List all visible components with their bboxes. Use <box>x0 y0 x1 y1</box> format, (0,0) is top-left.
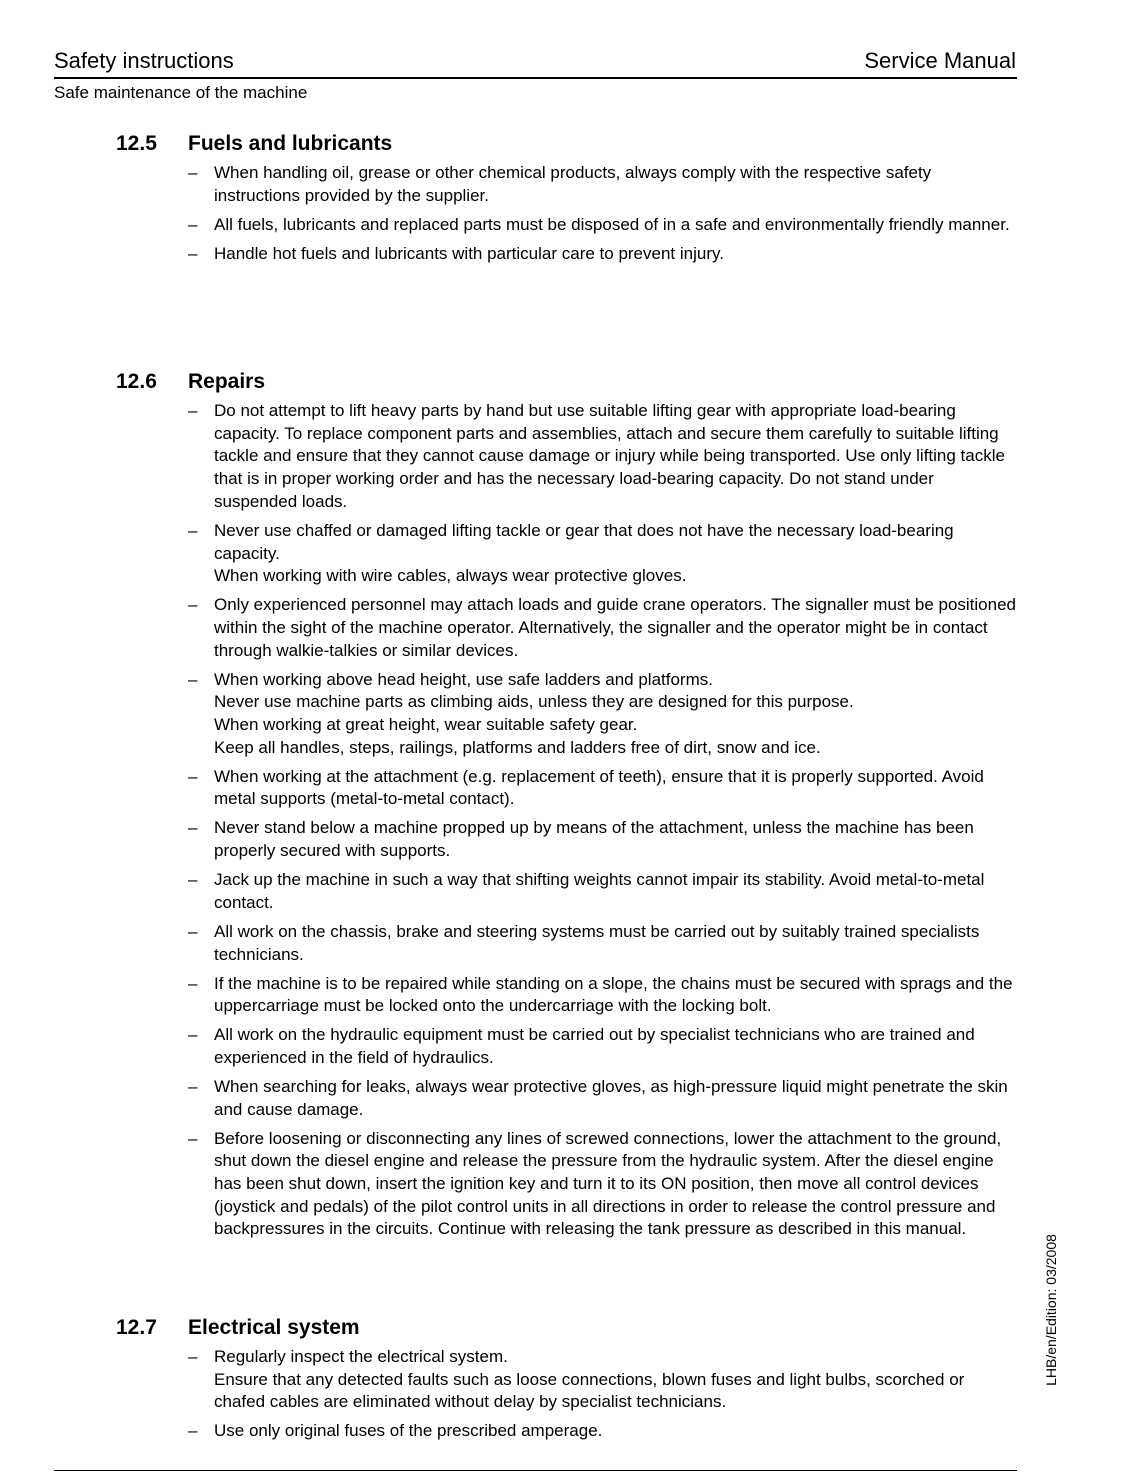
dash-bullet: – <box>188 243 198 263</box>
item-text: When working at the attachment (e.g. replacement of teeth), ensure that it is properly supported. Avoid metal supports (metal-to-metal contact). <box>214 766 984 809</box>
section-title: Electrical system <box>188 1316 360 1339</box>
dash-bullet: – <box>188 595 198 615</box>
section-electrical-system <box>0 1313 1124 1449</box>
dash-bullet: – <box>188 401 198 420</box>
item-text: Ensure that any detected faults such as loose connections, blown fuses and light bulbs, scorched or chafed cables are eliminated without delay by specialist technicians. <box>214 1369 965 1412</box>
item-text: Only experienced personnel may attach loads and guide crane operators. The signaller must be positioned within the sight of the machine operator. Alternatively, the signaller and the operator might be in contact through walkie-talkies or similar devices. <box>214 595 1017 660</box>
header-rule <box>54 77 1017 79</box>
bullet-list <box>0 400 1124 1241</box>
dash-bullet: – <box>188 1421 198 1441</box>
bullet-list <box>0 162 1124 265</box>
dash-bullet: – <box>188 921 198 941</box>
list-item <box>0 1076 1019 1121</box>
item-text: When working with wire cables, always wear protective gloves. <box>214 566 687 586</box>
dash-bullet: – <box>188 766 198 786</box>
dash-bullet: – <box>188 163 198 182</box>
footer-rule <box>54 1470 1017 1471</box>
item-text: Use only original fuses of the prescribed amperage. <box>214 1421 603 1441</box>
item-text: Never use machine parts as climbing aids, unless they are designed for this purpose. <box>214 692 854 712</box>
item-text: When handling oil, grease or other chemical products, always comply with the respective safety instructions provided by the supplier. <box>214 163 932 205</box>
dash-bullet: – <box>188 520 198 540</box>
dash-bullet: – <box>188 870 198 890</box>
item-text: Never stand below a machine propped up by means of the attachment, unless the machine has been properly secured with supports. <box>214 818 974 861</box>
item-text: All fuels, lubricants and replaced parts must be disposed of in a safe and environmentally friendly manner. <box>214 214 1010 234</box>
item-text: Never use chaffed or damaged lifting tackle or gear that does not have the necessary load-bearing capacity. <box>214 520 954 563</box>
list-item <box>0 520 1019 588</box>
list-item <box>0 400 1019 514</box>
header-subtitle: Safe maintenance of the machine <box>54 83 308 102</box>
header-left: Safety instructions <box>54 48 234 73</box>
item-text: Handle hot fuels and lubricants with particular care to prevent injury. <box>214 243 724 263</box>
list-item <box>0 1346 1019 1414</box>
section-number: 12.5 <box>116 132 157 155</box>
header-right: Service Manual <box>864 48 1016 73</box>
section-repairs <box>0 367 1124 1247</box>
item-text: When working at great height, wear suitable safety gear. <box>214 715 638 735</box>
dash-bullet: – <box>188 818 198 838</box>
item-text: If the machine is to be repaired while standing on a slope, the chains must be secured with sprags and the uppercarriage must be locked onto the undercarriage with the locking bolt. <box>214 973 1013 1016</box>
list-item <box>0 594 1019 662</box>
item-text: Do not attempt to lift heavy parts by hand but use suitable lifting gear with appropriate load-bearing capacity. To replace component parts and assemblies, attach and secure them carefully to suitable lifting tackle and ensure that they cannot cause damage or injury while being transported. Use only lifting tackle that is in proper working order and has the necessary load-bearing capacity. Do not stand under suspended loads. <box>214 401 1005 511</box>
item-text: Keep all handles, steps, railings, platforms and ladders free of dirt, snow and ice. <box>214 737 821 757</box>
item-text: Regularly inspect the electrical system. <box>214 1347 508 1366</box>
dash-bullet: – <box>188 1347 198 1366</box>
list-item <box>0 1128 1019 1242</box>
bullet-list <box>0 1346 1124 1443</box>
item-text: All work on the hydraulic equipment must be carried out by specialist technicians who are trained and experienced in the field of hydraulics. <box>214 1025 975 1067</box>
section-number: 12.7 <box>116 1316 157 1339</box>
section-heading <box>0 367 1124 397</box>
item-text: Jack up the machine in such a way that shifting weights cannot impair its stability. Avoid metal-to-metal contact. <box>214 870 985 912</box>
list-item <box>0 1024 1019 1069</box>
section-heading <box>0 1313 1124 1343</box>
section-title: Fuels and lubricants <box>188 132 393 155</box>
list-item <box>0 973 1019 1018</box>
list-item <box>0 1420 1019 1443</box>
list-item <box>0 921 1019 966</box>
item-text: All work on the chassis, brake and steering systems must be carried out by suitably trained specialists technicians. <box>214 921 980 964</box>
dash-bullet: – <box>188 1076 198 1096</box>
dash-bullet: – <box>188 1025 198 1045</box>
list-item <box>0 766 1019 811</box>
list-item <box>0 869 1019 914</box>
dash-bullet: – <box>188 973 198 993</box>
item-text: When working above head height, use safe ladders and platforms. <box>214 669 713 689</box>
item-text: When searching for leaks, always wear protective gloves, as high-pressure liquid might penetrate the skin and cause damage. <box>214 1076 1008 1119</box>
list-item <box>0 214 1019 237</box>
list-item <box>0 162 1019 207</box>
edition-sidebar: LHB/en/Edition: 03/2008 <box>1043 1234 1059 1386</box>
section-title: Repairs <box>188 370 266 393</box>
item-text: Before loosening or disconnecting any lines of screwed connections, lower the attachment to the ground, shut down the diesel engine and release the pressure from the hydraulic system. After the diesel engine has been shut down, insert the ignition key and turn it to its ON position, then move all control devices (joystick and pedals) of the pilot control units in all directions in order to release the control pressure and backpressures in the circuits. Continue with releasing the tank pressure as described in this manual. <box>214 1128 1002 1239</box>
dash-bullet: – <box>188 1128 198 1148</box>
list-item <box>0 669 1019 760</box>
dash-bullet: – <box>188 214 198 234</box>
list-item <box>0 243 734 266</box>
section-heading <box>0 129 1124 159</box>
section-number: 12.6 <box>116 370 157 393</box>
section-fuels-lubricants <box>0 129 1124 272</box>
dash-bullet: – <box>188 669 198 689</box>
list-item <box>0 817 1019 862</box>
